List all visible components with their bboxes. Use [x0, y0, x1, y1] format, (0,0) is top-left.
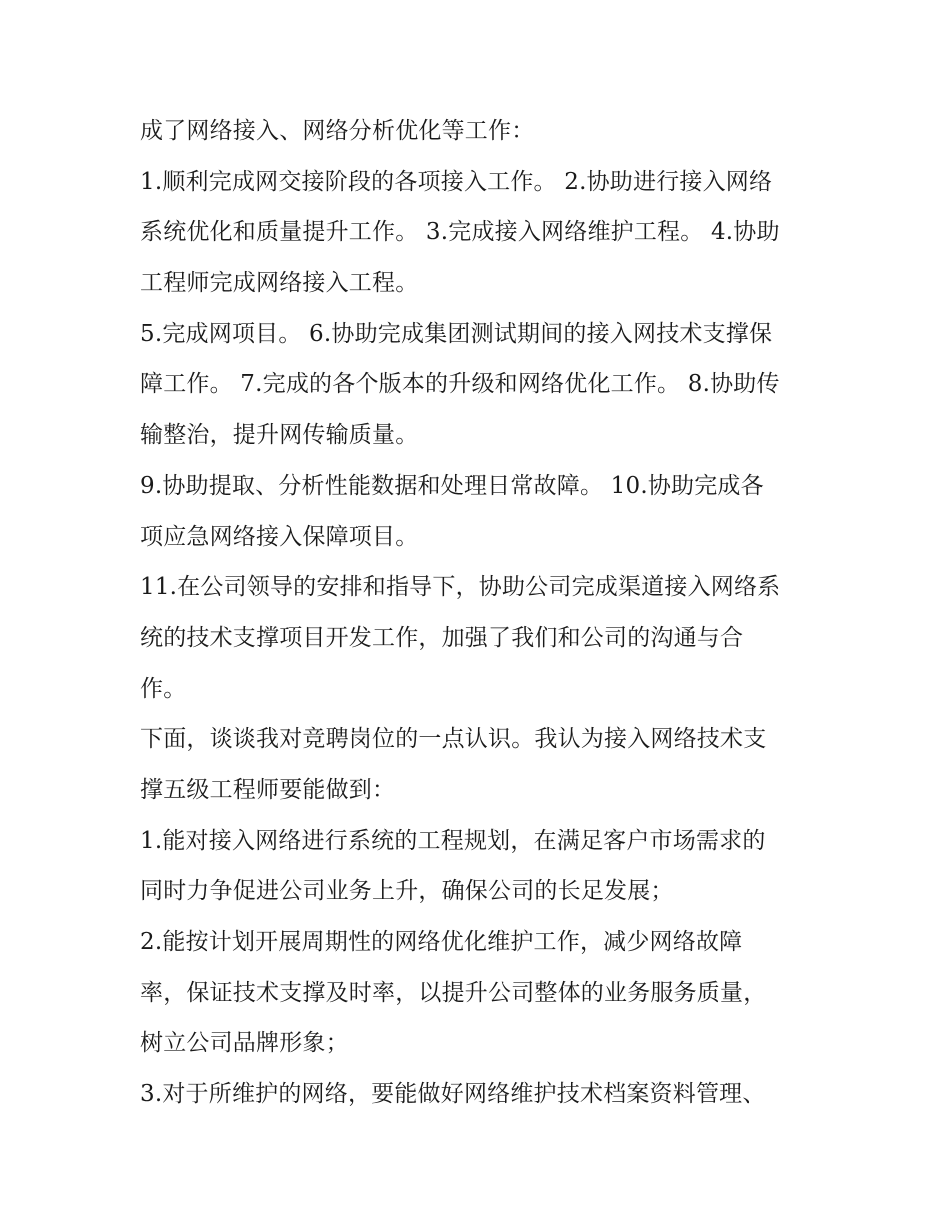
text-line: 下面，谈谈我对竞聘岗位的一点认识。我认为接入网络技术支 — [140, 726, 767, 753]
text-line: 1.顺利完成网交接阶段的各项接入工作。 2.协助进行接入网络 — [140, 168, 773, 195]
text-line: 输整治，提升网传输质量。 — [140, 422, 419, 449]
text-line: 5.完成网项目。 6.协助完成集团测试期间的接入网技术支撑保 — [140, 320, 773, 347]
text-line: 11.在公司领导的安排和指导下，协助公司完成渠道接入网络系 — [140, 574, 781, 601]
text-line: 树立公司品牌形象； — [140, 1030, 349, 1057]
text-line: 1.能对接入网络进行系统的工程规划，在满足客户市场需求的 — [140, 827, 766, 854]
document-body — [140, 106, 820, 1120]
text-line: 率，保证技术支撑及时率，以提升公司整体的业务服务质量， — [140, 979, 767, 1006]
text-line: 统的技术支撑项目开发工作，加强了我们和公司的沟通与合 — [140, 624, 744, 651]
text-line: 成了网络接入、网络分析优化等工作： — [140, 118, 535, 144]
text-line: 同时力争促进公司业务上升，确保公司的长足发展； — [140, 878, 674, 905]
text-line: 项应急网络接入保障项目。 — [140, 523, 419, 550]
text-line: 系统优化和质量提升工作。 3.完成接入网络维护工程。 4.协助 — [140, 219, 780, 246]
text-line: 作。 — [140, 675, 187, 702]
text-line: 9.协助提取、分析性能数据和处理日常故障。 10.协助完成各 — [140, 472, 764, 499]
text-line: 障工作。 7.完成的各个版本的升级和网络优化工作。 8.协助传 — [140, 371, 780, 398]
text-line: 撑五级工程师要能做到： — [140, 776, 396, 803]
text-line: 工程师完成网络接入工程。 — [140, 270, 419, 297]
text-line: 2.能按计划开展周期性的网络优化维护工作，减少网络故障 — [140, 929, 743, 955]
text-line: 3.对于所维护的网络，要能做好网络维护技术档案资料管理、 — [140, 1081, 766, 1108]
